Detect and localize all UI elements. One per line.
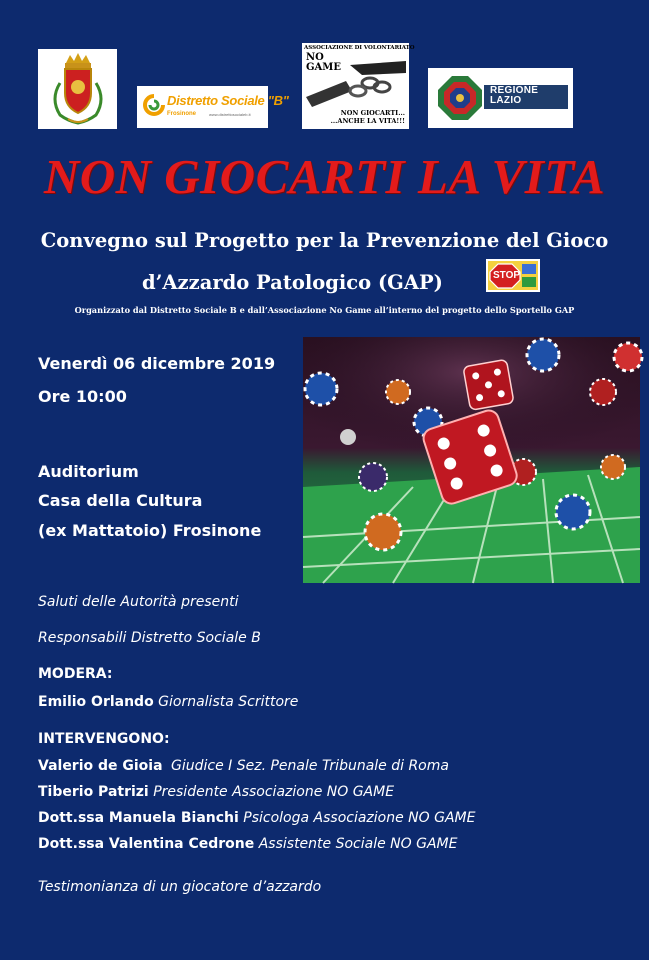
regione-line-1: REGIONE (490, 85, 539, 96)
moderator-name: Emilio Orlando (38, 694, 154, 710)
speaker-name: Valerio de Gioia (38, 758, 163, 774)
venue-line-3: (ex Mattatoio) Frosinone (38, 521, 262, 540)
casino-dice-photo (303, 337, 640, 583)
subtitle-line-1: Convegno sul Progetto per la Prevenzione del Gioco (40, 229, 609, 252)
distretto-url: www.distrettosocialeb.it (209, 112, 251, 117)
testimony: Testimonianza di un giocatore d’azzardo (38, 879, 322, 895)
regione-lazio-logo (428, 68, 573, 128)
no-game-motto-2: ...ANCHE LA VITA!!! (330, 117, 405, 125)
moderator-label: MODERA: (38, 666, 113, 682)
broken-chain-icon (302, 57, 409, 109)
subtitle-line-2: d’Azzardo Patologico (GAP) (142, 271, 443, 294)
speaker-role: Giudice I Sez. Penale Tribunale di Roma (171, 758, 449, 774)
stop-text: STOP (493, 270, 521, 281)
no-game-association: ASSOCIAZIONE DI VOLONTARIATO (304, 45, 415, 51)
speaker-row (38, 836, 457, 852)
distretto-city: Frosinone (167, 111, 197, 117)
speaker-row (38, 810, 475, 826)
main-title: NON GIOCARTI LA VITA (43, 149, 606, 204)
venue-line-2: Casa della Cultura (38, 491, 203, 510)
distretto-name: Distretto Sociale "B" (167, 93, 289, 108)
venue-line-1: Auditorium (38, 462, 139, 481)
no-game-title-2: GAME (306, 62, 341, 73)
speaker-name: Dott.ssa Valentina Cedrone (38, 836, 255, 852)
distretto-swirl-icon (143, 94, 165, 116)
speaker-row (38, 784, 394, 800)
event-date: Venerdì 06 dicembre 2019 (38, 354, 276, 373)
regione-emblem-icon (436, 74, 484, 122)
no-game-title-1: NO (306, 52, 324, 63)
organized-by: Organizzato dal Distretto Sociale B e dall’Associazione No Game all’interno del progetto dello Sportello GAP (74, 305, 575, 315)
stop-gambling-logo (486, 259, 540, 292)
regione-line-2: LAZIO (490, 95, 522, 106)
speaker-role: Assistente Sociale NO GAME (258, 836, 458, 852)
no-game-motto (331, 109, 405, 125)
frosinone-coat-of-arms-logo (38, 49, 117, 129)
speaker-role: Psicologa Associazione NO GAME (243, 810, 476, 826)
speaker-role: Presidente Associazione NO GAME (153, 784, 395, 800)
coat-of-arms-icon (38, 49, 117, 129)
no-game-motto-1: NON GIOCARTI... (340, 109, 405, 117)
event-time: Ore 10:00 (38, 387, 127, 406)
speakers-label: INTERVENGONO: (38, 731, 170, 747)
speaker-row (38, 758, 449, 774)
moderator-entry (38, 694, 298, 710)
speaker-name: Dott.ssa Manuela Bianchi (38, 810, 239, 826)
moderator-role: Giornalista Scrittore (158, 694, 299, 710)
no-game-logo (302, 43, 415, 129)
greetings-district: Responsabili Distretto Sociale B (38, 630, 261, 646)
dice-chips-image-icon (303, 337, 640, 583)
regione-text (490, 86, 538, 106)
distretto-sociale-logo (137, 86, 289, 128)
greetings-authorities: Saluti delle Autorità presenti (38, 594, 239, 610)
speaker-name: Tiberio Patrizi (38, 784, 149, 800)
